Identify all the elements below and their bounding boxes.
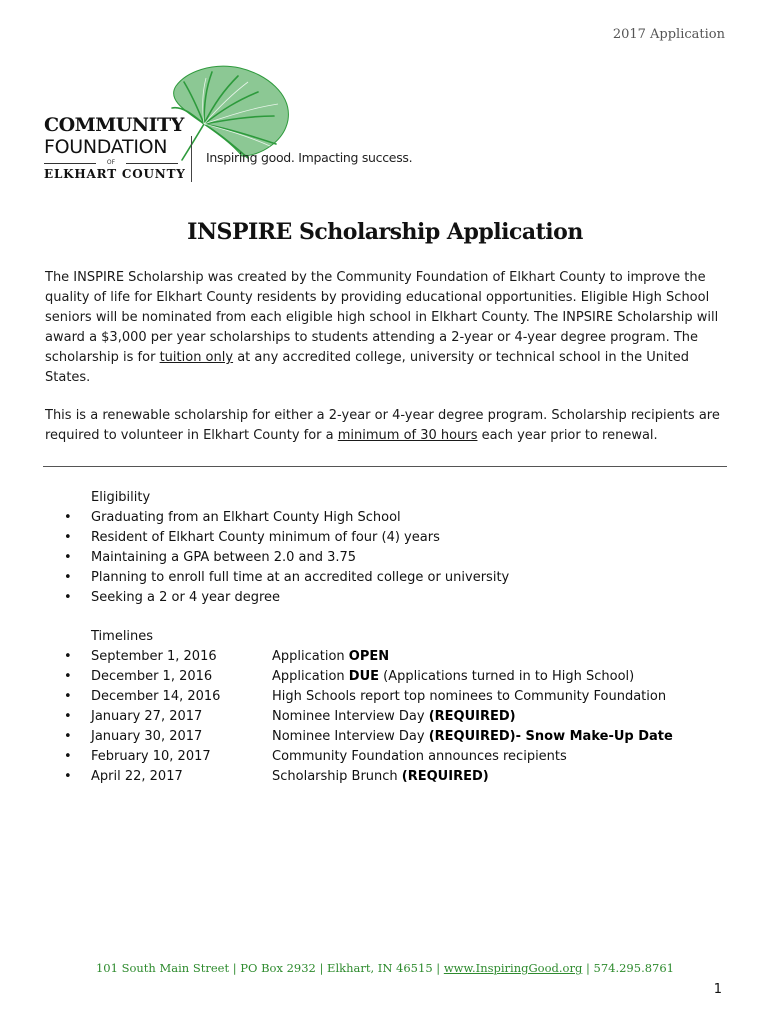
timeline-date: December 14, 2016 (91, 689, 221, 704)
timeline-date: December 1, 2016 (91, 669, 213, 684)
logo-county-text: ELKHART COUNTY (44, 167, 186, 181)
timeline-event: Community Foundation announces recipients (272, 749, 567, 764)
renewal-paragraph: This is a renewable scholarship for either a 2-year or 4-year degree program. Scholarship recipients are required to volunteer in Elkhart County for a minimum of 30 hours each year prior to renewal. (45, 408, 720, 443)
timelines-heading: Timelines (91, 629, 154, 644)
intro-paragraph: The INSPIRE Scholarship was created by the Community Foundation of Elkhart County to improve the quality of life for Elkhart County residents by providing educational opportunities. Eligible High School seniors will be nominated from each eligible high school in Elkhart County. The INPSIRE Scholarship will award a $3,000 per year scholarships to students attending a 2-year or 4-year degree program. The scholarship is for tuition only at any accredited college, university or technical school in the United States. (45, 270, 719, 385)
logo-foundation-text: FOUNDATION (44, 136, 168, 158)
timeline-date: September 1, 2016 (91, 649, 217, 664)
bullet-icon: • (64, 749, 72, 764)
timeline-row (60, 707, 740, 727)
list-item: • Graduating from an Elkhart County High School (60, 508, 740, 528)
list-item: • Seeking a 2 or 4 year degree (60, 588, 740, 608)
section-divider (43, 466, 727, 467)
bullet-icon: • (64, 530, 72, 545)
timeline-date: January 30, 2017 (91, 729, 203, 744)
footer-phone: | 574.295.8761 (582, 961, 674, 975)
timeline-event: High Schools report top nominees to Community Foundation (272, 689, 667, 704)
list-item: • Planning to enroll full time at an accredited college or university (60, 568, 740, 588)
underlined-text: tuition only (159, 350, 234, 365)
logo-tagline: Inspiring good. Impacting success. (206, 150, 413, 165)
timeline-date: January 27, 2017 (91, 709, 203, 724)
timeline-date: February 10, 2017 (91, 749, 211, 764)
timeline-row (60, 687, 740, 707)
underlined-text: minimum of 30 hours (337, 428, 478, 443)
timeline-date: April 22, 2017 (91, 769, 183, 784)
timeline-event: Nominee Interview Day (REQUIRED) (272, 709, 516, 724)
bullet-icon: • (64, 769, 72, 784)
eligibility-heading: Eligibility (91, 490, 151, 505)
bullet-icon: • (64, 689, 72, 704)
bullet-icon: • (64, 510, 72, 525)
list-item: • Maintaining a GPA between 2.0 and 3.75 (60, 548, 740, 568)
timeline-row (60, 727, 740, 747)
bullet-icon: • (64, 729, 72, 744)
page-number: 1 (713, 982, 722, 997)
footer-contact (0, 961, 770, 975)
timeline-row (60, 667, 740, 687)
header-tag: 2017 Application (612, 27, 725, 42)
community-foundation-logo (44, 64, 444, 184)
bullet-icon: • (64, 669, 72, 684)
eligibility-section (60, 488, 740, 608)
bullet-icon: • (64, 570, 72, 585)
timeline-row (60, 747, 740, 767)
timeline-event: Scholarship Brunch (REQUIRED) (272, 769, 489, 784)
timeline-event: Application OPEN (272, 649, 390, 664)
bullet-icon: • (64, 709, 72, 724)
list-item: • Resident of Elkhart County minimum of four (4) years (60, 528, 740, 548)
bullet-icon: • (64, 590, 72, 605)
logo-of-text: OF (44, 159, 178, 166)
bullet-icon: • (64, 550, 72, 565)
timeline-event: Application DUE (Applications turned in to High School) (272, 669, 635, 684)
timeline-event: Nominee Interview Day (REQUIRED)- Snow Make-Up Date (272, 729, 673, 744)
timeline-row (60, 767, 740, 787)
footer-address: 101 South Main Street | PO Box 2932 | Elkhart, IN 46515 | (95, 961, 444, 975)
timeline-row (60, 647, 740, 667)
website-link[interactable]: www.InspiringGood.org (443, 961, 583, 975)
logo-divider (191, 136, 192, 182)
logo-community-text: COMMUNITY (44, 114, 184, 136)
page-title: INSPIRE Scholarship Application (187, 219, 583, 245)
timelines-section (60, 627, 740, 787)
bullet-icon: • (64, 649, 72, 664)
